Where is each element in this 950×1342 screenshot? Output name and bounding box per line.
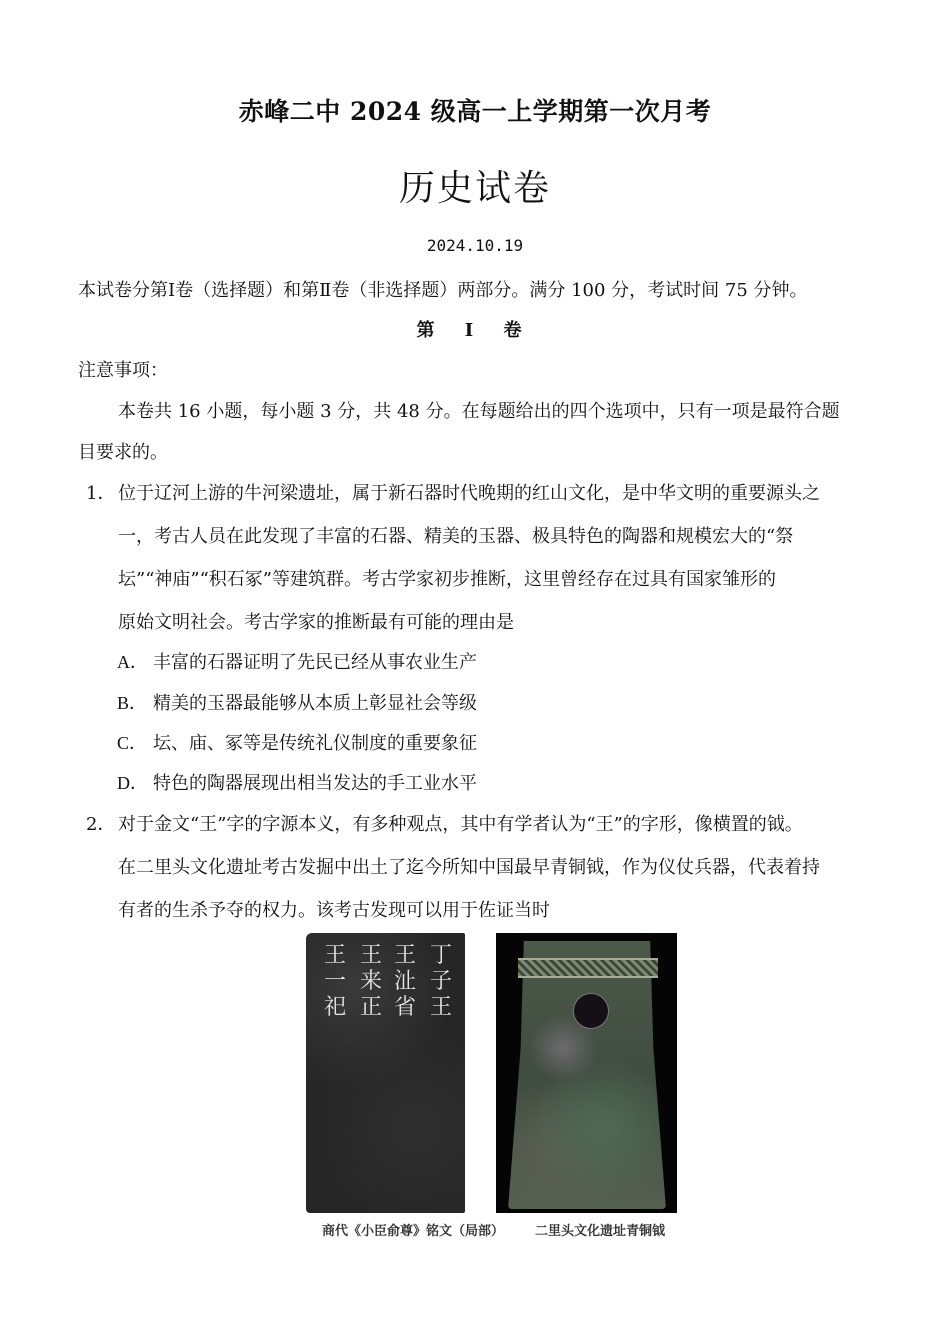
option-letter: B． (117, 693, 148, 713)
question-text-line: 位于辽河上游的牛河梁遗址，属于新石器时代晚期的红山文化，是中华文明的重要源头之 (118, 483, 820, 504)
axe-decorative-band (518, 958, 658, 978)
option-d[interactable] (117, 769, 477, 795)
inscription-column: 王沚省 (393, 943, 416, 1020)
bronze-yue-axe-image (496, 933, 677, 1213)
notice-body-line-1: 本卷共 16 小题，每小题 3 分，共 48 分。在每题给出的四个选项中，只有一项是最符合题 (118, 401, 840, 422)
option-text: 精美的玉器最能够从本质上彰显社会等级 (153, 693, 477, 714)
question-text-line: 原始文明社会。考古学家的推断最有可能的理由是 (118, 612, 514, 633)
section-title: 第 Ⅰ 卷 (416, 320, 534, 341)
option-text: 特色的陶器展现出相当发达的手工业水平 (153, 773, 477, 794)
question-text-line: 在二里头文化遗址考古发掘中出土了迄今所知中国最早青铜钺，作为仪仗兵器，代表着持 (118, 857, 820, 878)
question-text-line: 有者的生杀予夺的权力。该考古发现可以用于佐证当时 (118, 900, 550, 921)
axe-hole (573, 993, 609, 1029)
option-letter: C． (117, 733, 148, 753)
option-a[interactable] (117, 648, 477, 674)
exam-intro: 本试卷分第Ⅰ卷（选择题）和第Ⅱ卷（非选择题）两部分。满分 100 分，考试时间 75 分钟。 (78, 280, 808, 301)
inscription-column: 丁子王 (429, 943, 452, 1020)
subject-title: 历史试卷 (398, 168, 551, 209)
option-text: 丰富的石器证明了先民已经从事农业生产 (153, 652, 477, 673)
axe-blade (508, 941, 666, 1209)
option-c[interactable] (117, 729, 477, 755)
option-letter: A． (117, 652, 148, 672)
figure-caption-bronze-axe: 二里头文化遗址青铜钺 (535, 1224, 666, 1239)
option-b[interactable] (117, 689, 477, 715)
inscription-column: 王来正 (359, 943, 382, 1020)
exam-date: 2024.10.19 (426, 236, 524, 255)
notice-label: 注意事项： (78, 360, 168, 381)
question-number: 2． (86, 814, 116, 835)
notice-body-line-2: 目要求的。 (78, 442, 168, 463)
option-letter: D． (117, 773, 148, 793)
question-number: 1． (86, 483, 116, 504)
question-text-line: 坛”“神庙”“积石冢”等建筑群。考古学家初步推断，这里曾经存在过具有国家雏形的 (118, 569, 777, 590)
option-text: 坛、庙、冢等是传统礼仪制度的重要象征 (153, 733, 477, 754)
question-text-line: 一，考古人员在此发现了丰富的石器、精美的玉器、极具特色的陶器和规模宏大的“祭 (118, 526, 794, 547)
inscription-rubbing-image (306, 933, 465, 1213)
question-text-line: 对于金文“王”字的字源本义，有多种观点，其中有学者认为“王”的字形，像横置的钺。 (118, 814, 803, 835)
figure-caption-inscription: 商代《小臣俞尊》铭文（局部） (322, 1224, 505, 1239)
exam-title: 赤峰二中 2024 级高一上学期第一次月考 (238, 97, 712, 126)
inscription-column: 王一祀 (323, 943, 346, 1020)
